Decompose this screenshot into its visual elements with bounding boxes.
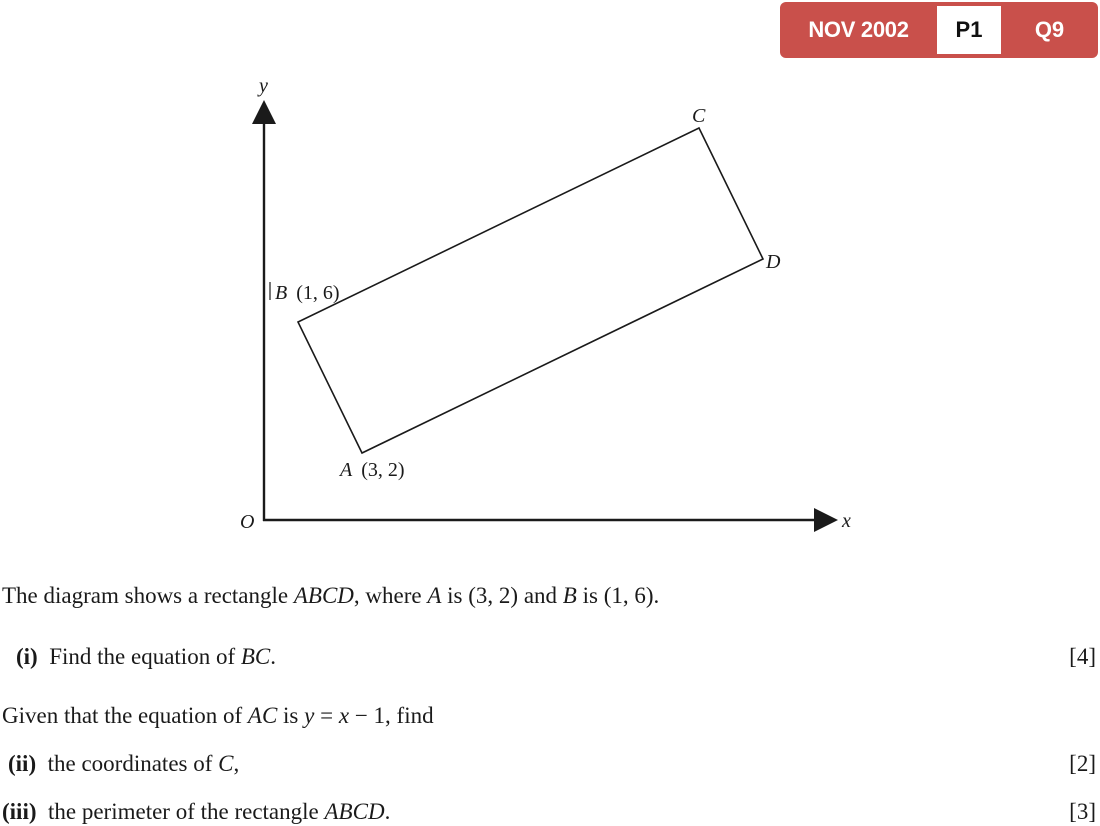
- point-b-label: [275, 282, 340, 304]
- paper-number-label: P1: [937, 6, 1001, 54]
- point-a-letter: A: [340, 459, 353, 481]
- given-eq-x: x: [338, 703, 350, 728]
- given-variable: AC: [247, 703, 278, 728]
- intro-point-a: A: [427, 583, 442, 608]
- intro-text: [2, 584, 659, 607]
- question-number-label: Q9: [1034, 17, 1065, 42]
- point-c-label: C: [692, 105, 706, 127]
- intro-part-2: , where: [353, 583, 428, 608]
- rectangle-abcd: [298, 128, 763, 453]
- part-ii-marks: [2]: [1069, 751, 1096, 776]
- intro-part-3: is (3, 2) and: [441, 583, 563, 608]
- part-iii-number: (iii): [2, 799, 37, 824]
- given-part-1: Given that the equation of: [2, 703, 248, 728]
- part-i-variable: BC: [240, 644, 271, 669]
- part-i-end: .: [270, 644, 276, 669]
- exam-session-label: NOV 2002: [808, 17, 909, 42]
- question-part-ii: [8, 752, 239, 775]
- intro-part-1: The diagram shows a rectangle: [2, 583, 294, 608]
- part-iii-marks: [3]: [1069, 799, 1096, 824]
- part-ii-end: ,: [233, 751, 240, 776]
- part-iii-end: .: [384, 799, 391, 824]
- y-axis-label: y: [259, 75, 268, 97]
- intro-shape-name: ABCD: [293, 583, 354, 608]
- intro-part-4: is (1, 6).: [576, 583, 660, 608]
- given-eq-y: y: [304, 703, 315, 728]
- origin-label: O: [240, 511, 255, 533]
- x-axis-label: x: [842, 510, 851, 532]
- part-i-text: Find the equation of: [49, 644, 241, 669]
- point-a-label: [338, 459, 405, 481]
- given-text: [2, 704, 434, 727]
- given-eq-end: − 1, find: [349, 703, 434, 728]
- question-part-i: [16, 645, 276, 668]
- question-part-iii: [2, 800, 390, 823]
- part-ii-variable: C: [218, 751, 234, 776]
- part-iii-variable: ABCD: [324, 799, 385, 824]
- given-part-2: is: [277, 703, 305, 728]
- point-b-coords: (1, 6): [296, 282, 340, 304]
- part-ii-number: (ii): [8, 751, 37, 776]
- part-iii-text: the perimeter of the rectangle: [48, 799, 325, 824]
- part-ii-text: the coordinates of: [47, 751, 219, 776]
- given-eq-mid: =: [314, 703, 339, 728]
- point-b-letter: B: [275, 282, 288, 304]
- part-i-marks: [4]: [1069, 644, 1096, 669]
- intro-point-b: B: [562, 583, 577, 608]
- point-d-label: D: [766, 251, 781, 273]
- part-i-number: (i): [16, 644, 38, 669]
- point-a-coords: (3, 2): [361, 459, 405, 481]
